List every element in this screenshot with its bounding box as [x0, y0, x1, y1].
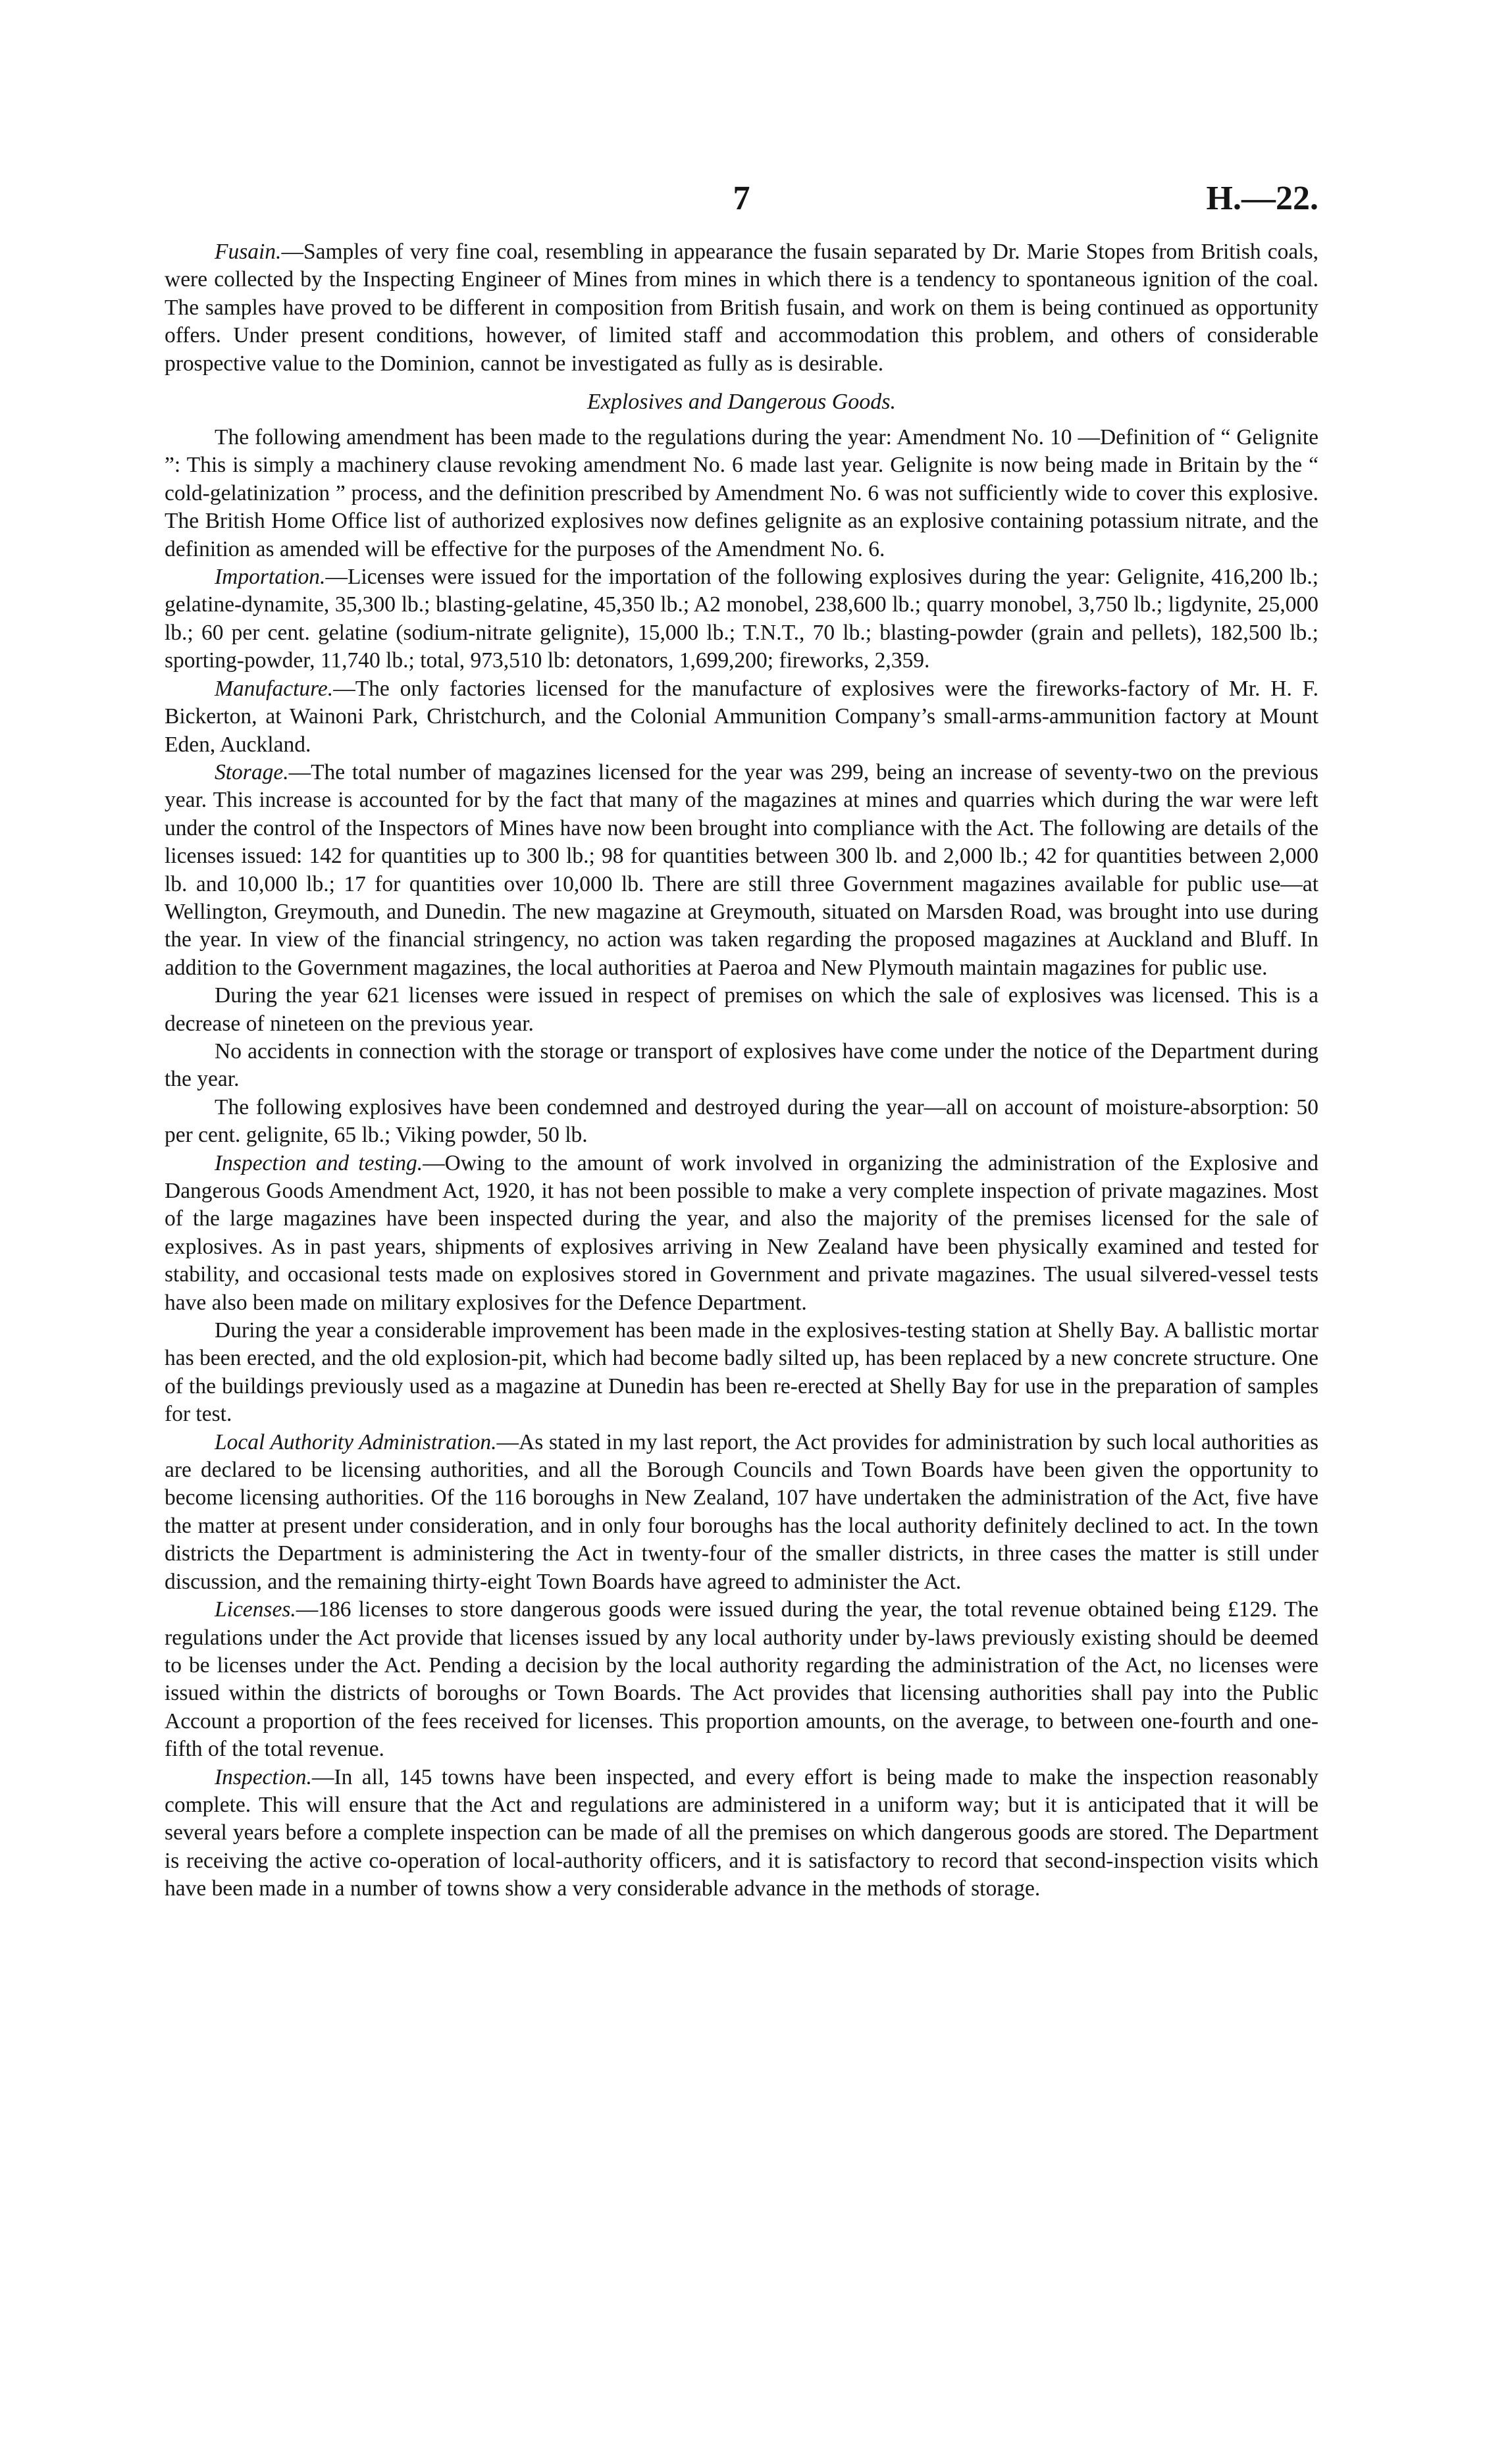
paragraph-text: The following explosives have been condemned and destroyed during the year—all on account of moisture-absorption: 50 per cent. gelignite, 65 lb.; Viking powder, 50 lb. — [165, 1094, 1318, 1148]
paragraph-text: —186 licenses to store dangerous goods were issued during the year, the total revenue obtained being £129. The regulations under the Act provide that licenses issued by any local authority under by-laws previously existing should be deemed to be licenses under the Act. Pending a decision by the local authority regarding the administration of the Act, no licenses were issued within the districts of boroughs or Town Boards. The Act provides that licensing authorities shall pay into the Public Account a proportion of the fees received for licenses. This proportion amounts, on the average, to between one-fourth and one-fifth of the total revenue. — [165, 1597, 1318, 1762]
paragraph-text: No accidents in connection with the storage or transport of explosives have come under the notice of the Department during the year. — [165, 1039, 1318, 1092]
paragraph-lead: Fusain. — [215, 240, 282, 264]
page-header — [165, 179, 1318, 218]
paragraph-text: —Owing to the amount of work involved in organizing the administration of the Explosive and Dangerous Goods Amendment Act, 1920, it has not been possible to make a very complete inspection of private magazines. Most of the large magazines have been inspected during the year, and also the majority of the premises licensed for the sale of explosives. As in past years, shipments of explosives arriving in New Zealand have been physically examined and tested for stability, and occasional tests made on explosives stored in Government and private magazines. The usual silvered-vessel tests have also been made on military explosives for the Defence Department. — [165, 1150, 1318, 1315]
page-number: 7 — [733, 180, 750, 217]
paragraph-text: —In all, 145 towns have been inspected, and every effort is being made to make the inspection reasonably complete. This will ensure that the Act and regulations are administered in a uniform way; but it is anticipated that it will be several years before a complete inspection can be made of all the premises on which dangerous goods are stored. The Department is receiving the active co-operation of local-authority officers, and it is satisfactory to record that second-inspection visits which have been made in a number of towns show a very considerable advance in the methods of storage. — [165, 1764, 1318, 1901]
document-reference: H.—22. — [1206, 180, 1318, 217]
paragraph-lead: Local Authority Administration. — [215, 1429, 497, 1454]
paragraph-licenses — [165, 1596, 1318, 1763]
paragraph-text: —Samples of very fine coal, resembling in appearance the fusain separated by Dr. Marie Stopes from British coals, were collected by the Inspecting Engineer of Mines from mines in which there is a tendency to spontaneous ignition of the coal. The samples have proved to be different in composition from British fusain, and work on them is being continued as opportunity offers. Under present conditions, however, of limited staff and accommodation this problem, and others of considerable prospective value to the Dominion, cannot be investigated as fully as is desirable. — [165, 240, 1318, 376]
paragraph-importation — [165, 563, 1318, 675]
paragraph-lead: Manufacture. — [215, 676, 334, 701]
paragraph-inspection — [165, 1764, 1318, 1903]
paragraph-text: The following amendment has been made to the regulations during the year: Amendment No. 10 —Definition of “ Gelignite ”: This is simply a machinery clause revoking amendment No. 6 made last year. Gelignite is now being made in Britain by the “ cold-gelatinization ” process, and the definition prescribed by Amendment No. 6 was not sufficiently wide to cover this explosive. The British Home Office list of authorized explosives now defines gelignite as an explosive containing potassium nitrate, and the definition as amended will be effective for the purposes of the Amendment No. 6. — [165, 425, 1318, 561]
paragraph-lead: Importation. — [215, 565, 326, 590]
paragraph-text: —The only factories licensed for the manufacture of explosives were the fireworks-factory of Mr. H. F. Bickerton, at Wainoni Park, Christchurch, and the Colonial Ammunition Company’s small-arms-ammunition factory at Mount Eden, Auckland. — [165, 676, 1318, 757]
paragraph-condemned — [165, 1094, 1318, 1150]
paragraph-lead: Licenses. — [215, 1597, 296, 1622]
page-body — [165, 238, 1318, 1903]
paragraph-text: —Licenses were issued for the importation of the following explosives during the year: Gelignite, 416,200 lb.; gelatine-dynamite, 35,300 lb.; blasting-gelatine, 45,350 lb.; A2 monobel, 238,600 lb.; quarry monobel, 3,750 lb.; ligdynite, 25,000 lb.; 60 per cent. gelatine (sodium-nitrate gelignite), 15,000 lb.; T.N.T., 70 lb.; blasting-powder (grain and pellets), 182,500 lb.; sporting-powder, 11,740 lb.; total, 973,510 lb: detonators, 1,699,200; fireworks, 2,359. — [165, 565, 1318, 673]
paragraph-lead: Inspection. — [215, 1764, 312, 1789]
paragraph-manufacture — [165, 675, 1318, 759]
paragraph-lead: Inspection and testing. — [215, 1150, 423, 1175]
paragraph-text: During the year 621 licenses were issued in respect of premises on which the sale of explosives was licensed. This is a decrease of nineteen on the previous year. — [165, 983, 1318, 1036]
paragraph-amendment — [165, 424, 1318, 563]
paragraph-text: During the year a considerable improvement has been made in the explosives-testing station at Shelly Bay. A ballistic mortar has been erected, and the old explosion-pit, which had become badly silted up, has been replaced by a new concrete structure. One of the buildings previously used as a magazine at Dunedin has been re-erected at Shelly Bay for use in the preparation of samples for test. — [165, 1318, 1318, 1427]
paragraph-testing-station — [165, 1317, 1318, 1429]
paragraph-fusain — [165, 238, 1318, 378]
paragraph-lead: Storage. — [215, 759, 289, 784]
paragraph-licenses-issued — [165, 982, 1318, 1038]
section-heading: Explosives and Dangerous Goods. — [586, 390, 897, 415]
paragraph-no-accidents — [165, 1038, 1318, 1094]
paragraph-text: —The total number of magazines licensed for the year was 299, being an increase of seventy-two on the previous year. This increase is accounted for by the fact that many of the magazines at mines and quarries which during the war were left under the control of the Inspectors of Mines have now been brought into compliance with the Act. The following are details of the licenses issued: 142 for quantities up to 300 lb.; 98 for quantities between 300 lb. and 2,000 lb.; 42 for quantities between 2,000 lb. and 10,000 lb.; 17 for quantities over 10,000 lb. There are still three Government magazines available for public use—at Wellington, Greymouth, and Dunedin. The new magazine at Greymouth, situated on Marsden Road, was brought into use during the year. In view of the financial stringency, no action was taken regarding the proposed magazines at Auckland and Bluff. In addition to the Government magazines, the local authorities at Paeroa and New Plymouth maintain magazines for public use. — [165, 759, 1318, 980]
paragraph-storage — [165, 759, 1318, 982]
paragraph-local-authority — [165, 1429, 1318, 1596]
paragraph-text: —As stated in my last report, the Act provides for administration by such local authorities as are declared to be licensing authorities, and all the Borough Councils and Town Boards have been given the opportunity to become licensing authorities. Of the 116 boroughs in New Zealand, 107 have undertaken the administration of the Act, five have the matter at present under consideration, and in only four boroughs has the local authority definitely declined to act. In the town districts the Department is administering the Act in twenty-four of the smaller districts, in three cases the matter is still under discussion, and the remaining thirty-eight Town Boards have agreed to administer the Act. — [165, 1429, 1318, 1594]
paragraph-inspection-testing — [165, 1150, 1318, 1317]
